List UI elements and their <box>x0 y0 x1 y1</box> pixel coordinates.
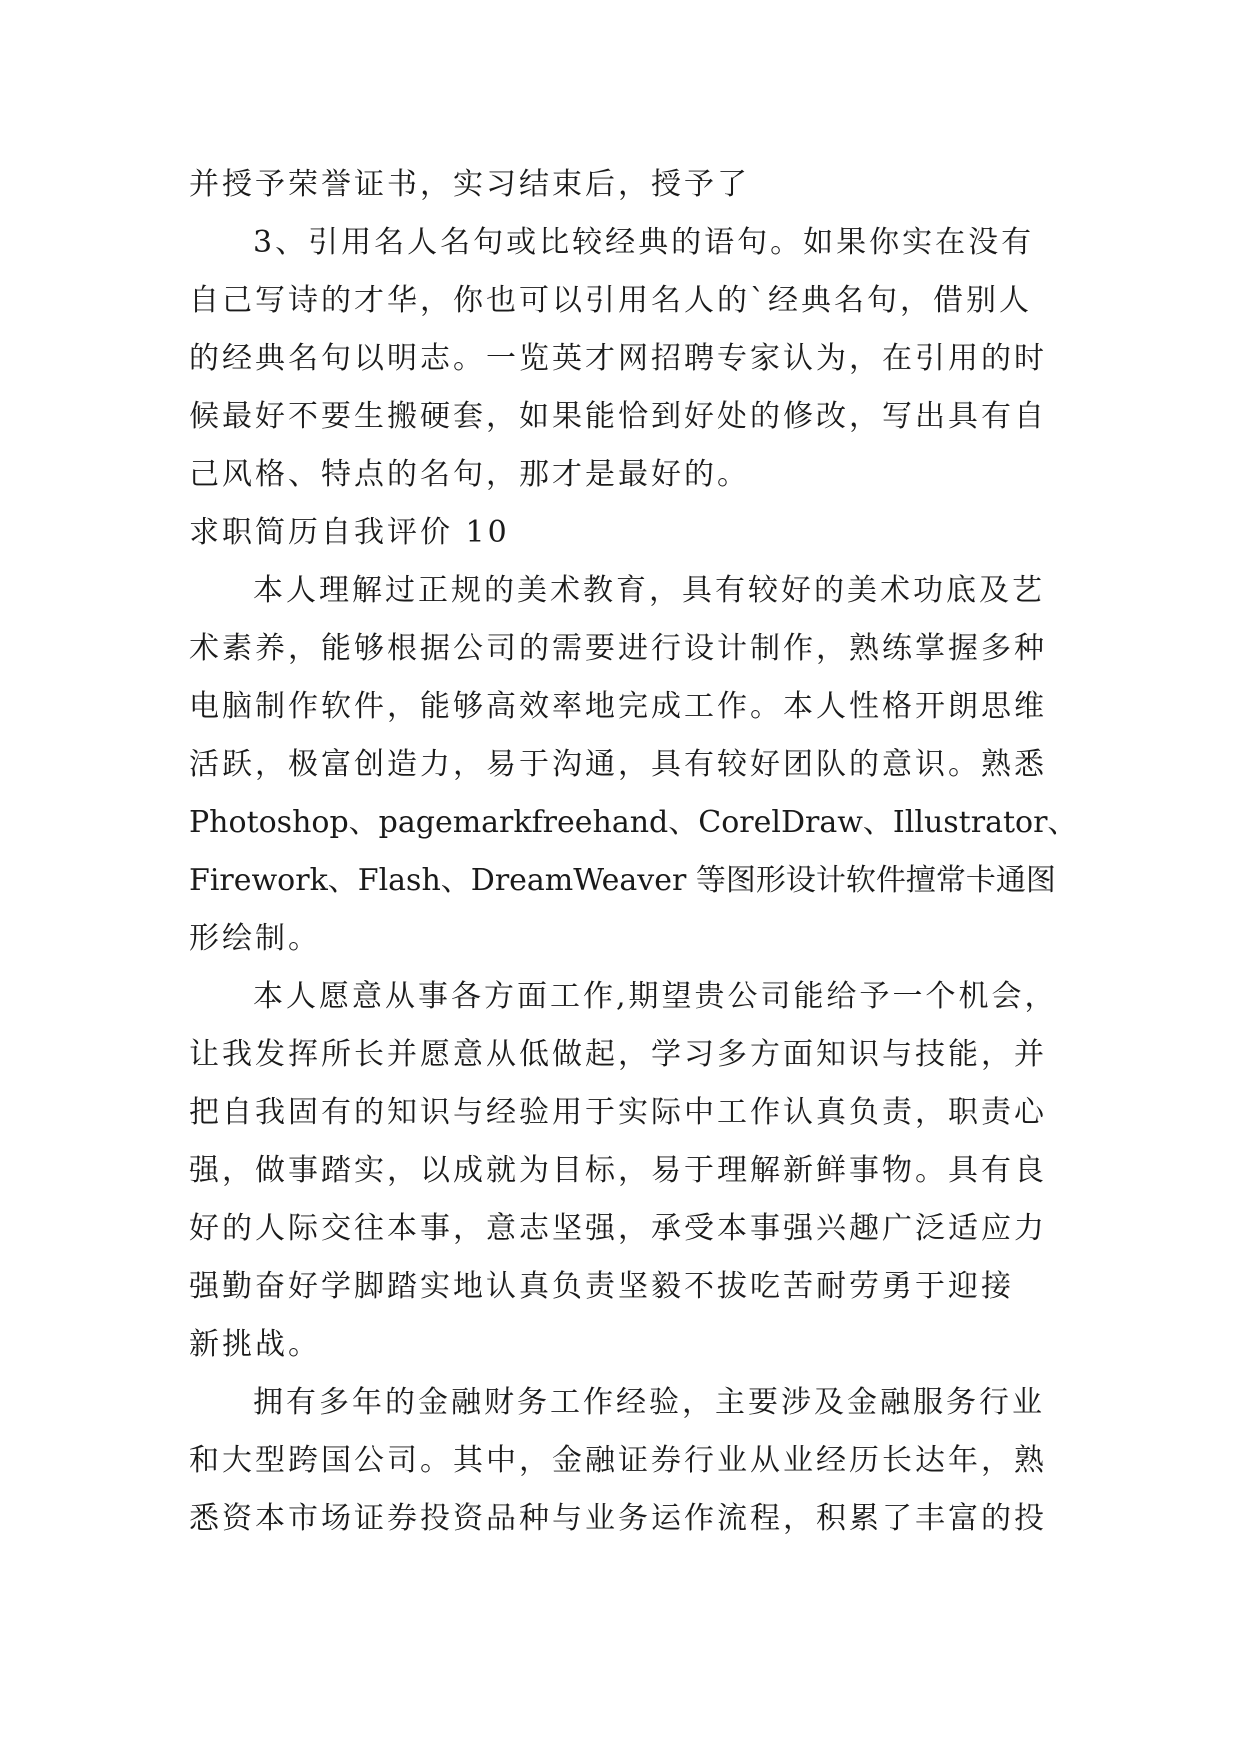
text-line: 悉资本市场证券投资品种与业务运作流程，积累了丰富的投 <box>189 1501 1047 1536</box>
section-heading: 求职简历自我评价 10 <box>189 515 510 550</box>
text-line: 3、引用名人名句或比较经典的语句。如果你实在没有 <box>253 225 1035 260</box>
text-line: 并授予荣誉证书，实习结束后，授予了 <box>189 167 750 202</box>
document-body <box>189 156 1078 1548</box>
text-line: 拥有多年的金融财务工作经验，主要涉及金融服务行业 <box>253 1385 1045 1420</box>
text-line: 把自我固有的知识与经验用于实际中工作认真负责，职责心 <box>189 1095 1047 1130</box>
text-line: 强，做事踏实，以成就为目标，易于理解新鲜事物。具有良 <box>189 1153 1047 1188</box>
text-line: 候最好不要生搬硬套，如果能恰到好处的修改，写出具有自 <box>189 399 1047 434</box>
text-line: 己风格、特点的名句，那才是最好的。 <box>189 457 750 492</box>
text-line: 本人愿意从事各方面工作,期望贵公司能给予一个机会， <box>253 979 1058 1014</box>
text-line: 新挑战。 <box>189 1327 321 1362</box>
text-line: 的经典名句以明志。一览英才网招聘专家认为，在引用的时 <box>189 341 1047 376</box>
text-line: Firework、Flash、DreamWeaver 等图形设计软件擅常卡通图 <box>189 863 1056 898</box>
text-line: 和大型跨国公司。其中，金融证券行业从业经历长达年，熟 <box>189 1443 1047 1478</box>
text-line: 自己写诗的才华，你也可以引用名人的`经典名句，借别人 <box>189 283 1032 318</box>
text-line: 电脑制作软件，能够高效率地完成工作。本人性格开朗思维 <box>189 689 1047 724</box>
text-line: 活跃，极富创造力，易于沟通，具有较好团队的意识。熟悉 <box>189 747 1047 782</box>
text-line: 本人理解过正规的美术教育，具有较好的美术功底及艺 <box>253 573 1045 608</box>
text-line: 强勤奋好学脚踏实地认真负责坚毅不拔吃苦耐劳勇于迎接 <box>189 1269 1014 1304</box>
text-line: 形绘制。 <box>189 921 321 956</box>
text-line: 好的人际交往本事，意志坚强，承受本事强兴趣广泛适应力 <box>189 1211 1047 1246</box>
text-line: Photoshop、pagemarkfreehand、CorelDraw、Illustrator、 <box>189 805 1078 840</box>
text-line: 术素养，能够根据公司的需要进行设计制作，熟练掌握多种 <box>189 631 1047 666</box>
text-line: 让我发挥所长并愿意从低做起，学习多方面知识与技能，并 <box>189 1037 1047 1072</box>
